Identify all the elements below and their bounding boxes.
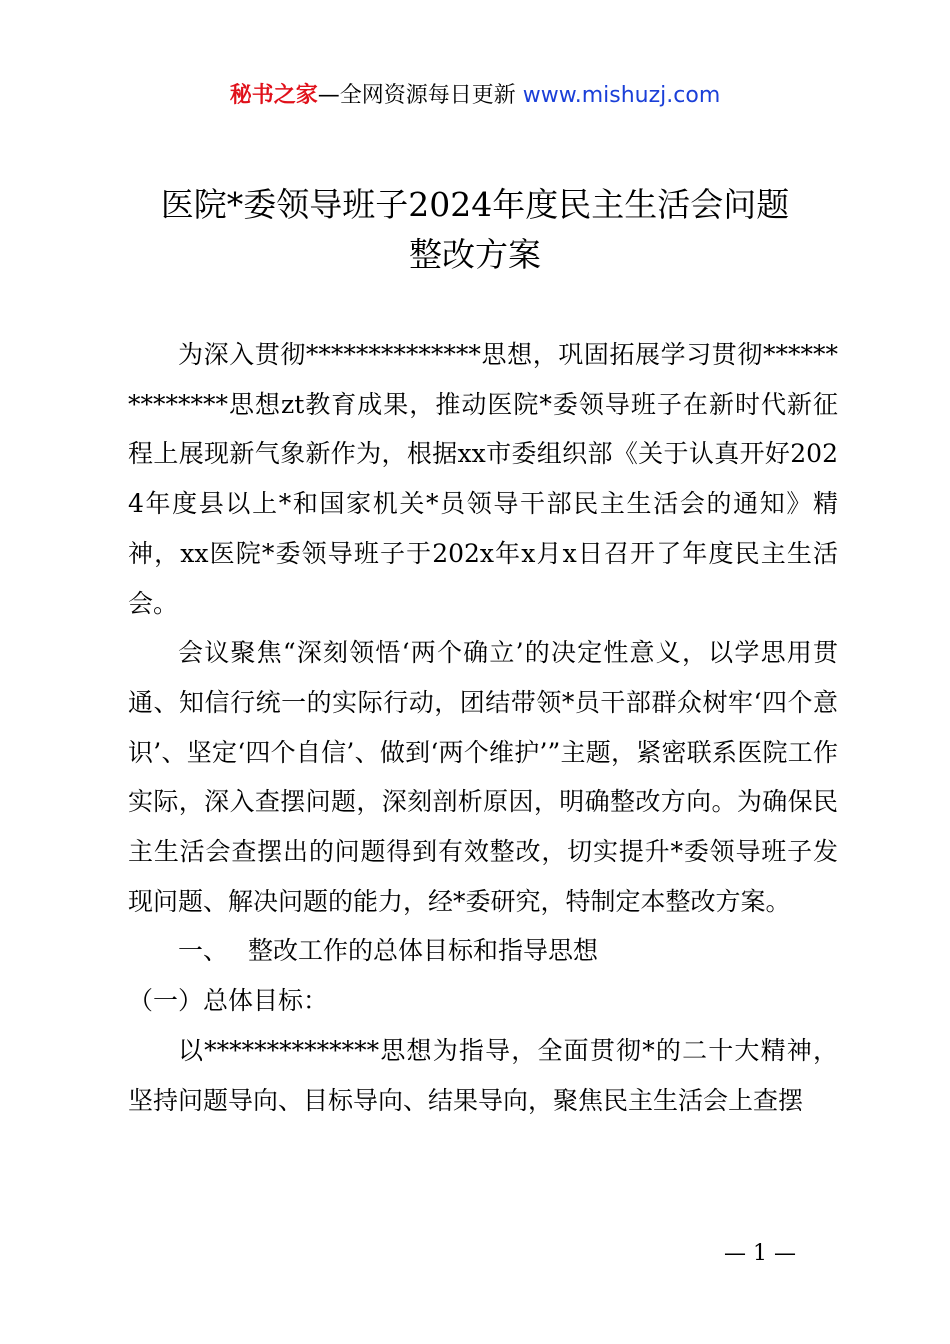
subsection-heading: （一）总体目标： bbox=[128, 986, 329, 1016]
section-title: 整改工作的总体目标和指导思想 bbox=[248, 936, 599, 966]
site-banner bbox=[0, 80, 950, 112]
page-number: — 1 — bbox=[724, 1241, 796, 1266]
site-url: www.mishuzj.com bbox=[522, 83, 721, 108]
title-line-1: 医院*委领导班子2024年度民主生活会问题 bbox=[160, 185, 790, 224]
section-number: 一、 bbox=[178, 936, 229, 966]
title-line-2: 整改方案 bbox=[409, 235, 541, 274]
document-body bbox=[128, 330, 838, 1125]
document-title bbox=[0, 180, 950, 280]
brand-name: 秘书之家 bbox=[229, 83, 318, 108]
banner-tagline: —全网资源每日更新 bbox=[317, 83, 516, 108]
paragraph-meeting: 会议聚焦“深刻领悟‘两个确立’的决定性意义，以学思用贯通、知信行统一的实际行动，团结带领*员干部群众树牢‘四个意识’、坚定‘四个自信’、做到‘两个维护’”主题，紧密联系医院工作实际，深入查摆问题，深刻剖析原因，明确整改方向。为确保民主生活会查摆出的问题得到有效整改，切实提升*委领导班子发现问题、解决问题的能力，经*委研究，特制定本整改方案。 bbox=[128, 638, 838, 916]
section-heading-1 bbox=[128, 926, 838, 976]
paragraph-goal: 以**************思想为指导，全面贯彻*的二十大精神，坚持问题导向、目标导向、结果导向，聚焦民主生活会上查摆 bbox=[128, 1035, 838, 1115]
paragraph-intro: 为深入贯彻**************思想，巩固拓展学习贯彻**************思想zt教育成果，推动医院*委领导班子在新时代新征程上展现新气象新作为，根据xx市委组织部《关于认真开好2024年度县以上*和国家机关*员领导干部民主生活会的通知》精神，xx医院*委领导班子于202x年x月x日召开了年度民主生活会。 bbox=[128, 340, 838, 618]
